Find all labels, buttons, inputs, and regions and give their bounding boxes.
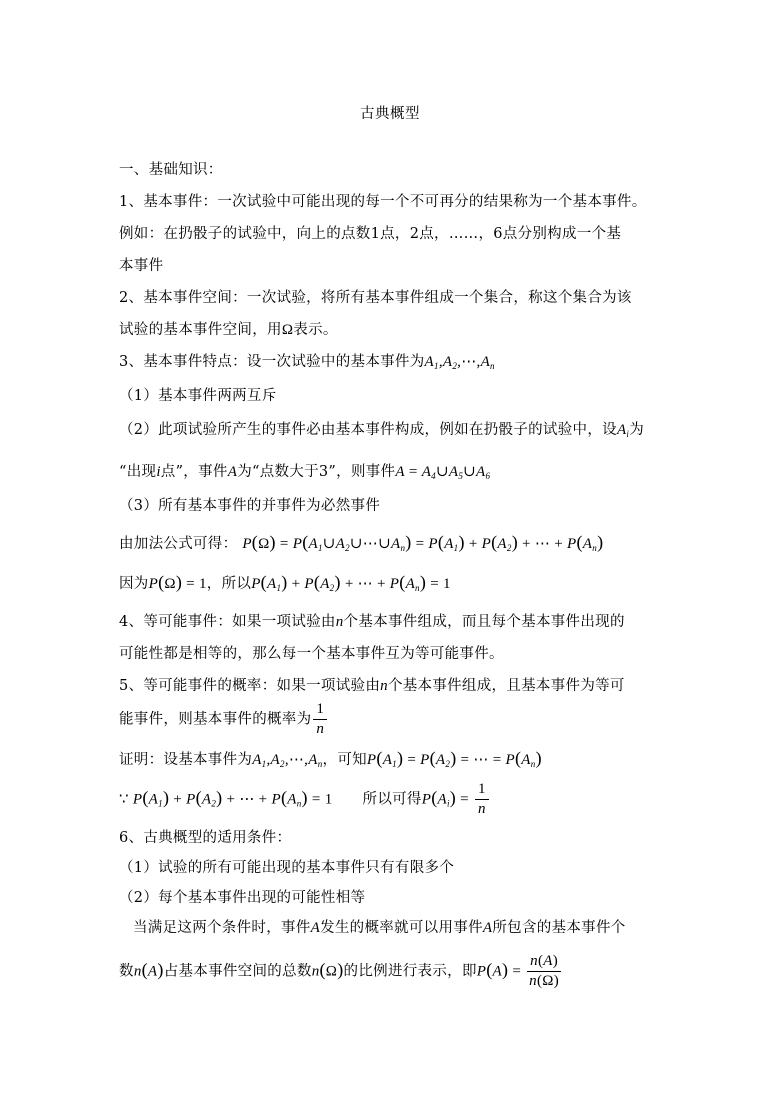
para-basic-event-example-end: 本事件 bbox=[119, 258, 164, 274]
because-formula: 因为P(Ω) = 1，所以$P(A_1) + P(A_2)$ + ⋯ + $P(A_n) = 1$ bbox=[119, 572, 451, 593]
para-classical-formula: 当满足这两个条件时，事件A发生的概率就可以用事件A所包含的基本事件个 bbox=[133, 920, 626, 936]
fraction-1-over-n-2: $\frac{1}{n}$ bbox=[475, 780, 489, 819]
feature-2: （2）此项试验所产生的事件必由基本事件构成，例如在扔骰子的试验中，设$A_i$为 bbox=[119, 422, 645, 439]
para-equally-likely-2: 可能性都是相等的，那么每一个基本事件互为等可能事件。 bbox=[119, 646, 504, 662]
feature-2-cont: “出现i点”，事件A为“点数大于3”，则事件$A = A_4\cup A_5\cup A_6$ bbox=[119, 464, 491, 481]
proof-line: 证明：设基本事件为$A_1,A_2,\cdots,A_n$，可知$P(A_1) = P(A_2)$ = ⋯ = $P(A_n)$ bbox=[119, 748, 542, 769]
para-probability-2: 能事件，则基本事件的概率为 $\frac{1}{n}$ bbox=[119, 700, 329, 739]
section-heading: 一、基础知识： bbox=[119, 162, 223, 178]
para-probability: 5、等可能事件的概率：如果一项试验由n个基本事件组成，且基本事件为等可 bbox=[119, 678, 625, 694]
para-sample-space: 2、基本事件空间：一次试验，将所有基本事件组成一个集合，称这个集合为该 bbox=[119, 290, 632, 306]
para-features: 3、基本事件特点：设一次试验中的基本事件为$A_1,A_2,\cdots,A_n$ bbox=[119, 354, 495, 371]
para-equally-likely: 4、等可能事件：如果一项试验由n个基本事件组成，而且每个基本事件出现的 bbox=[119, 614, 625, 630]
para-classical-formula-2: 数n(A)占基本事件空间的总数n(Ω)的比例进行表示，即P(A) = $\frac{n(A)}{n(\Omega)}$ bbox=[119, 952, 563, 991]
page-title: 古典概型 bbox=[360, 106, 420, 122]
para-basic-event: 1、基本事件：一次试验中可能出现的每一个不可再分的结果称为一个基本事件。 bbox=[119, 194, 647, 210]
condition-1: （1）试验的所有可能出现的基本事件只有有限多个 bbox=[119, 860, 455, 876]
para-conditions: 6、古典概型的适用条件： bbox=[119, 830, 292, 846]
since-line: ∵ $P(A_1) + P(A_2)$ + ⋯ + $P(A_n) = 1$ 所以可得$P(A_i)$ = $\frac{1}{n}$ bbox=[119, 780, 491, 819]
feature-1: （1）基本事件两两互斥 bbox=[119, 388, 277, 404]
para-sample-space-2: 试验的基本事件空间，用Ω表示。 bbox=[119, 322, 338, 338]
fraction-1-over-n: $\frac{1}{n}$ bbox=[313, 700, 327, 739]
para-basic-event-example: 例如：在扔骰子的试验中，向上的点数1点，2点，……，6点分别构成一个基 bbox=[119, 226, 622, 242]
fraction-nA-over-nOmega: $\frac{n(A)}{n(\Omega)}$ bbox=[527, 952, 561, 991]
condition-2: （2）每个基本事件出现的可能性相等 bbox=[119, 890, 366, 906]
addition-formula: 由加法公式可得： $P(\Omega) = P(A_1\cup A_2\cup\cdots\cup A_n) = P(A_1) + P(A_2)$ + ⋯ + $P(A_n)$ bbox=[119, 532, 604, 553]
feature-3: （3）所有基本事件的并事件为必然事件 bbox=[119, 498, 381, 514]
